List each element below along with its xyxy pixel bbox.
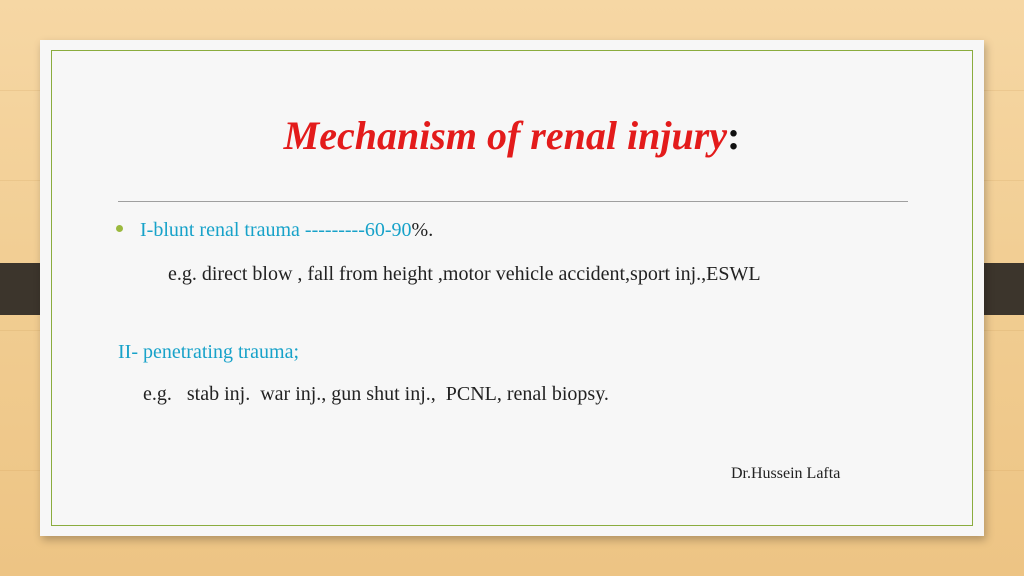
title-divider <box>118 201 908 202</box>
blunt-trauma-label: I-blunt renal trauma ---------60-90 <box>140 219 412 241</box>
penetrating-trauma-label: II- penetrating trauma; <box>118 341 300 363</box>
penetrating-trauma-example: e.g. stab inj. war inj., gun shut inj., PCNL, renal biopsy. <box>143 383 609 405</box>
bullet-blunt-trauma <box>140 219 433 242</box>
blunt-trauma-example: e.g. direct blow , fall from height ,motor vehicle accident,sport inj.,ESWL <box>168 263 761 285</box>
slide-title-colon: : <box>727 113 741 158</box>
slide-title-text: Mechanism of renal injury <box>283 113 728 158</box>
author-name: Dr.Hussein Lafta <box>731 465 841 482</box>
slide-card <box>40 40 984 536</box>
slide-title <box>40 112 984 159</box>
blunt-trauma-suffix: %. <box>411 219 434 241</box>
bullet-dot <box>116 225 123 232</box>
